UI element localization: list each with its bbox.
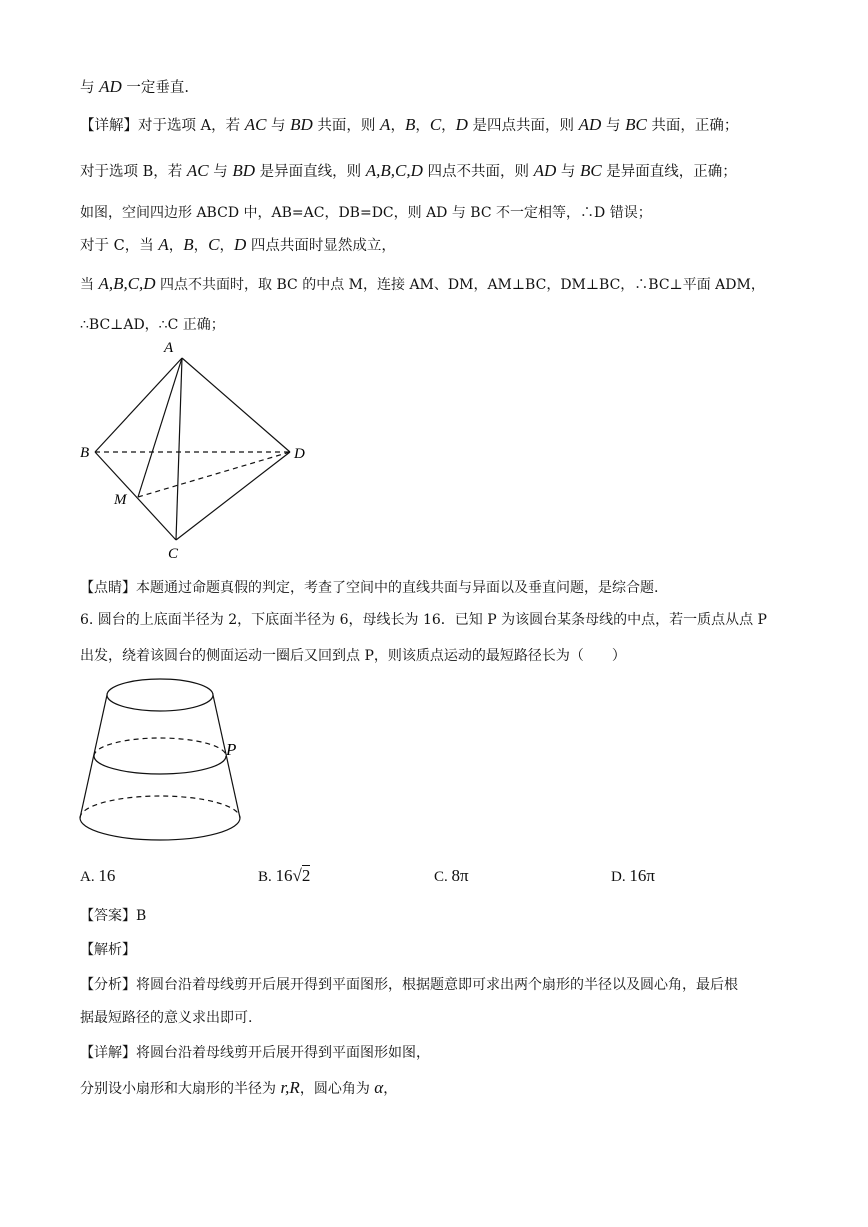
point-label-p: P <box>226 740 237 759</box>
text-line: 【详解】对于选项 A，若 AC 与 BD 共面，则 A，B，C，D 是四点共面，则 AD 与 BC 共面，正确； <box>80 115 739 134</box>
text-line: 如图，空间四边形 ABCD 中，AB=AC，DB=DC，则 AD 与 BC 不一定相等，∴D 错误； <box>80 205 652 221</box>
text-line: 对于 C，当 A，B，C，D 四点共面时显然成立， <box>80 235 396 254</box>
question-text: 6. 圆台的上底面半径为 2，下底面半径为 6，母线长为 16．已知 P 为该圆台某条母线的中点，若一质点从点 P <box>80 612 767 628</box>
text-line: 与 AD 一定垂直. <box>80 77 189 96</box>
option-c: C. 8π <box>434 866 469 885</box>
question-text: 出发，绕着该圆台的侧面运动一圈后又回到点 P，则该质点运动的最短路径长为（ ） <box>80 648 626 664</box>
vertex-label-b: B <box>80 445 90 461</box>
text-line: ∴BC⊥AD，∴C 正确； <box>80 317 225 333</box>
vertex-label-m: M <box>114 492 127 508</box>
sqrt-icon: √ <box>292 866 302 885</box>
option-a: A. 16 <box>80 866 116 885</box>
vertex-label-d: D <box>294 446 305 462</box>
text-line: 分别设小扇形和大扇形的半径为 r,R，圆心角为 α， <box>80 1078 398 1097</box>
analysis-heading: 【解析】 <box>80 942 136 958</box>
answer-label: 【答案】B <box>80 908 147 924</box>
option-b: B. 16√2 <box>258 866 311 885</box>
text-line: 当 A,B,C,D 四点不共面时，取 BC 的中点 M，连接 AM、DM，AM⊥BC，DM⊥BC，∴BC⊥平面 ADM， <box>80 274 765 293</box>
vertex-label-a: A <box>164 340 174 356</box>
text-line: 【分析】将圆台沿着母线剪开后展开得到平面图形，根据题意即可求出两个扇形的半径以及圆心角，最后根 <box>80 977 738 993</box>
text-line: 对于选项 B，若 AC 与 BD 是异面直线，则 A,B,C,D 四点不共面，则 AD 与 BC 是异面直线，正确； <box>80 161 737 180</box>
text-line: 【详解】将圆台沿着母线剪开后展开得到平面图形如图， <box>80 1045 430 1061</box>
text-line: 据最短路径的意义求出即可. <box>80 1010 253 1026</box>
text-line: 【点睛】本题通过命题真假的判定，考查了空间中的直线共面与异面以及垂直问题，是综合题. <box>80 580 659 596</box>
option-d: D. 16π <box>611 866 655 885</box>
vertex-label-c: C <box>168 546 179 562</box>
